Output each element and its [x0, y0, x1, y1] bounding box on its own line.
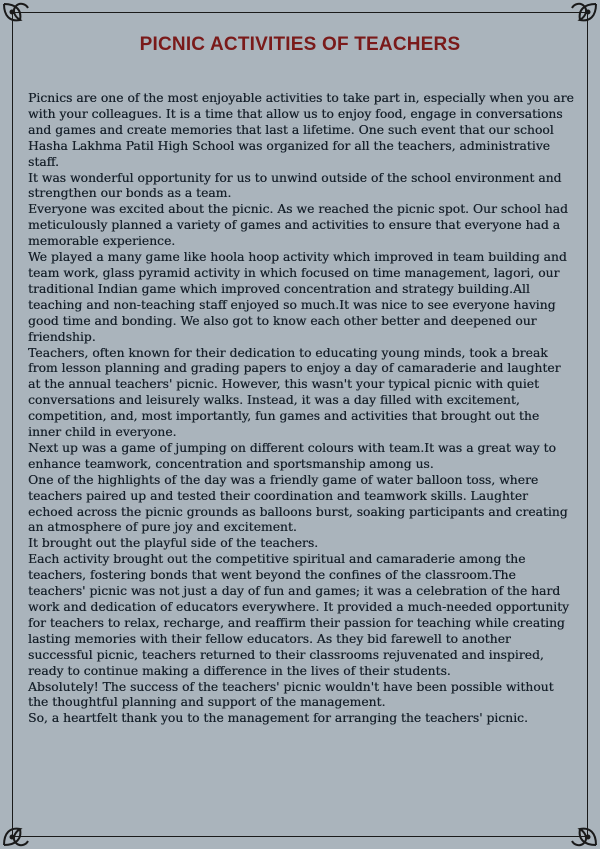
corner-ornament-top-left-icon: [0, 0, 34, 34]
paragraph-8: It brought out the playful side of the teachers.: [28, 536, 319, 551]
paragraph-1: Picnics are one of the most enjoyable activities to take part in, especially when you are with your colleagues. It is a time that allow us to enjoy food, engage in conversations and games and create memories that last a lifetime. One such event that our school Hasha Lakhma Patil High School was organized for all the teachers, administrative staff.: [28, 91, 574, 169]
paragraph-11: So, a heartfelt thank you to the management for arranging the teachers' picnic.: [28, 711, 528, 726]
frame-top-line: [12, 12, 588, 13]
paragraph-4: We played a many game like hoola hoop activity which improved in team building and team work, glass pyramid activity in which focused on time management, lagori, our traditional Indian game which improved concentration and strategy building.All teaching and non-teaching staff enjoyed so much.It was nice to see everyone having good time and bonding. We also got to know each other better and deepened our friendship.: [28, 250, 567, 344]
paragraph-7: One of the highlights of the day was a friendly game of water balloon toss, where teachers paired up and tested their coordination and teamwork skills. Laughter echoed across the picnic grounds as balloons burst, soaking participants and creating an atmosphere of pure joy and excitement.: [28, 472, 568, 535]
paragraph-10: Absolutely! The success of the teachers' picnic wouldn't have been possible without the thoughtful planning and support of the management.: [28, 679, 554, 710]
corner-ornament-top-right-icon: [566, 0, 600, 34]
paragraph-2: It was wonderful opportunity for us to unwind outside of the school environment and strengthen our bonds as a team.: [28, 170, 562, 201]
frame-right-line: [587, 12, 588, 837]
frame-left-line: [12, 12, 13, 837]
paragraph-5: Teachers, often known for their dedication to educating young minds, took a break from lesson planning and grading papers to enjoy a day of camaraderie and laughter at the annual teachers' picnic. However, this wasn't your typical picnic with quiet conversations and leisurely walks. Instead, it was a day filled with excitement, competition, and, most importantly, fun games and activities that brought out the inner child in everyone.: [28, 345, 561, 440]
article-body: [28, 91, 576, 727]
corner-ornament-bottom-right-icon: [566, 815, 600, 849]
paragraph-9: Each activity brought out the competitive spiritual and camaraderie among the teachers, fostering bonds that went beyond the confines of the classroom.The teachers' picnic was not just a day of fun and games; it was a celebration of the hard work and dedication of educators everywhere. It provided a much-needed opportunity for teachers to relax, recharge, and reaffirm their passion for teaching while creating lasting memories with their fellow educators. As they bid farewell to another successful picnic, teachers returned to their classrooms rejuvenated and inspired, ready to continue making a difference in the lives of their students.: [28, 552, 570, 678]
page-title: PICNIC ACTIVITIES OF TEACHERS: [139, 34, 461, 55]
paragraph-3: Everyone was excited about the picnic. As we reached the picnic spot. Our school had meticulously planned a variety of games and activities to ensure that everyone had a memorable experience.: [28, 202, 568, 249]
paragraph-6: Next up was a game of jumping on different colours with team.It was a great way to enhance teamwork, concentration and sportsmanship among us.: [28, 440, 556, 471]
frame-bottom-line: [12, 836, 588, 837]
corner-ornament-bottom-left-icon: [0, 815, 34, 849]
